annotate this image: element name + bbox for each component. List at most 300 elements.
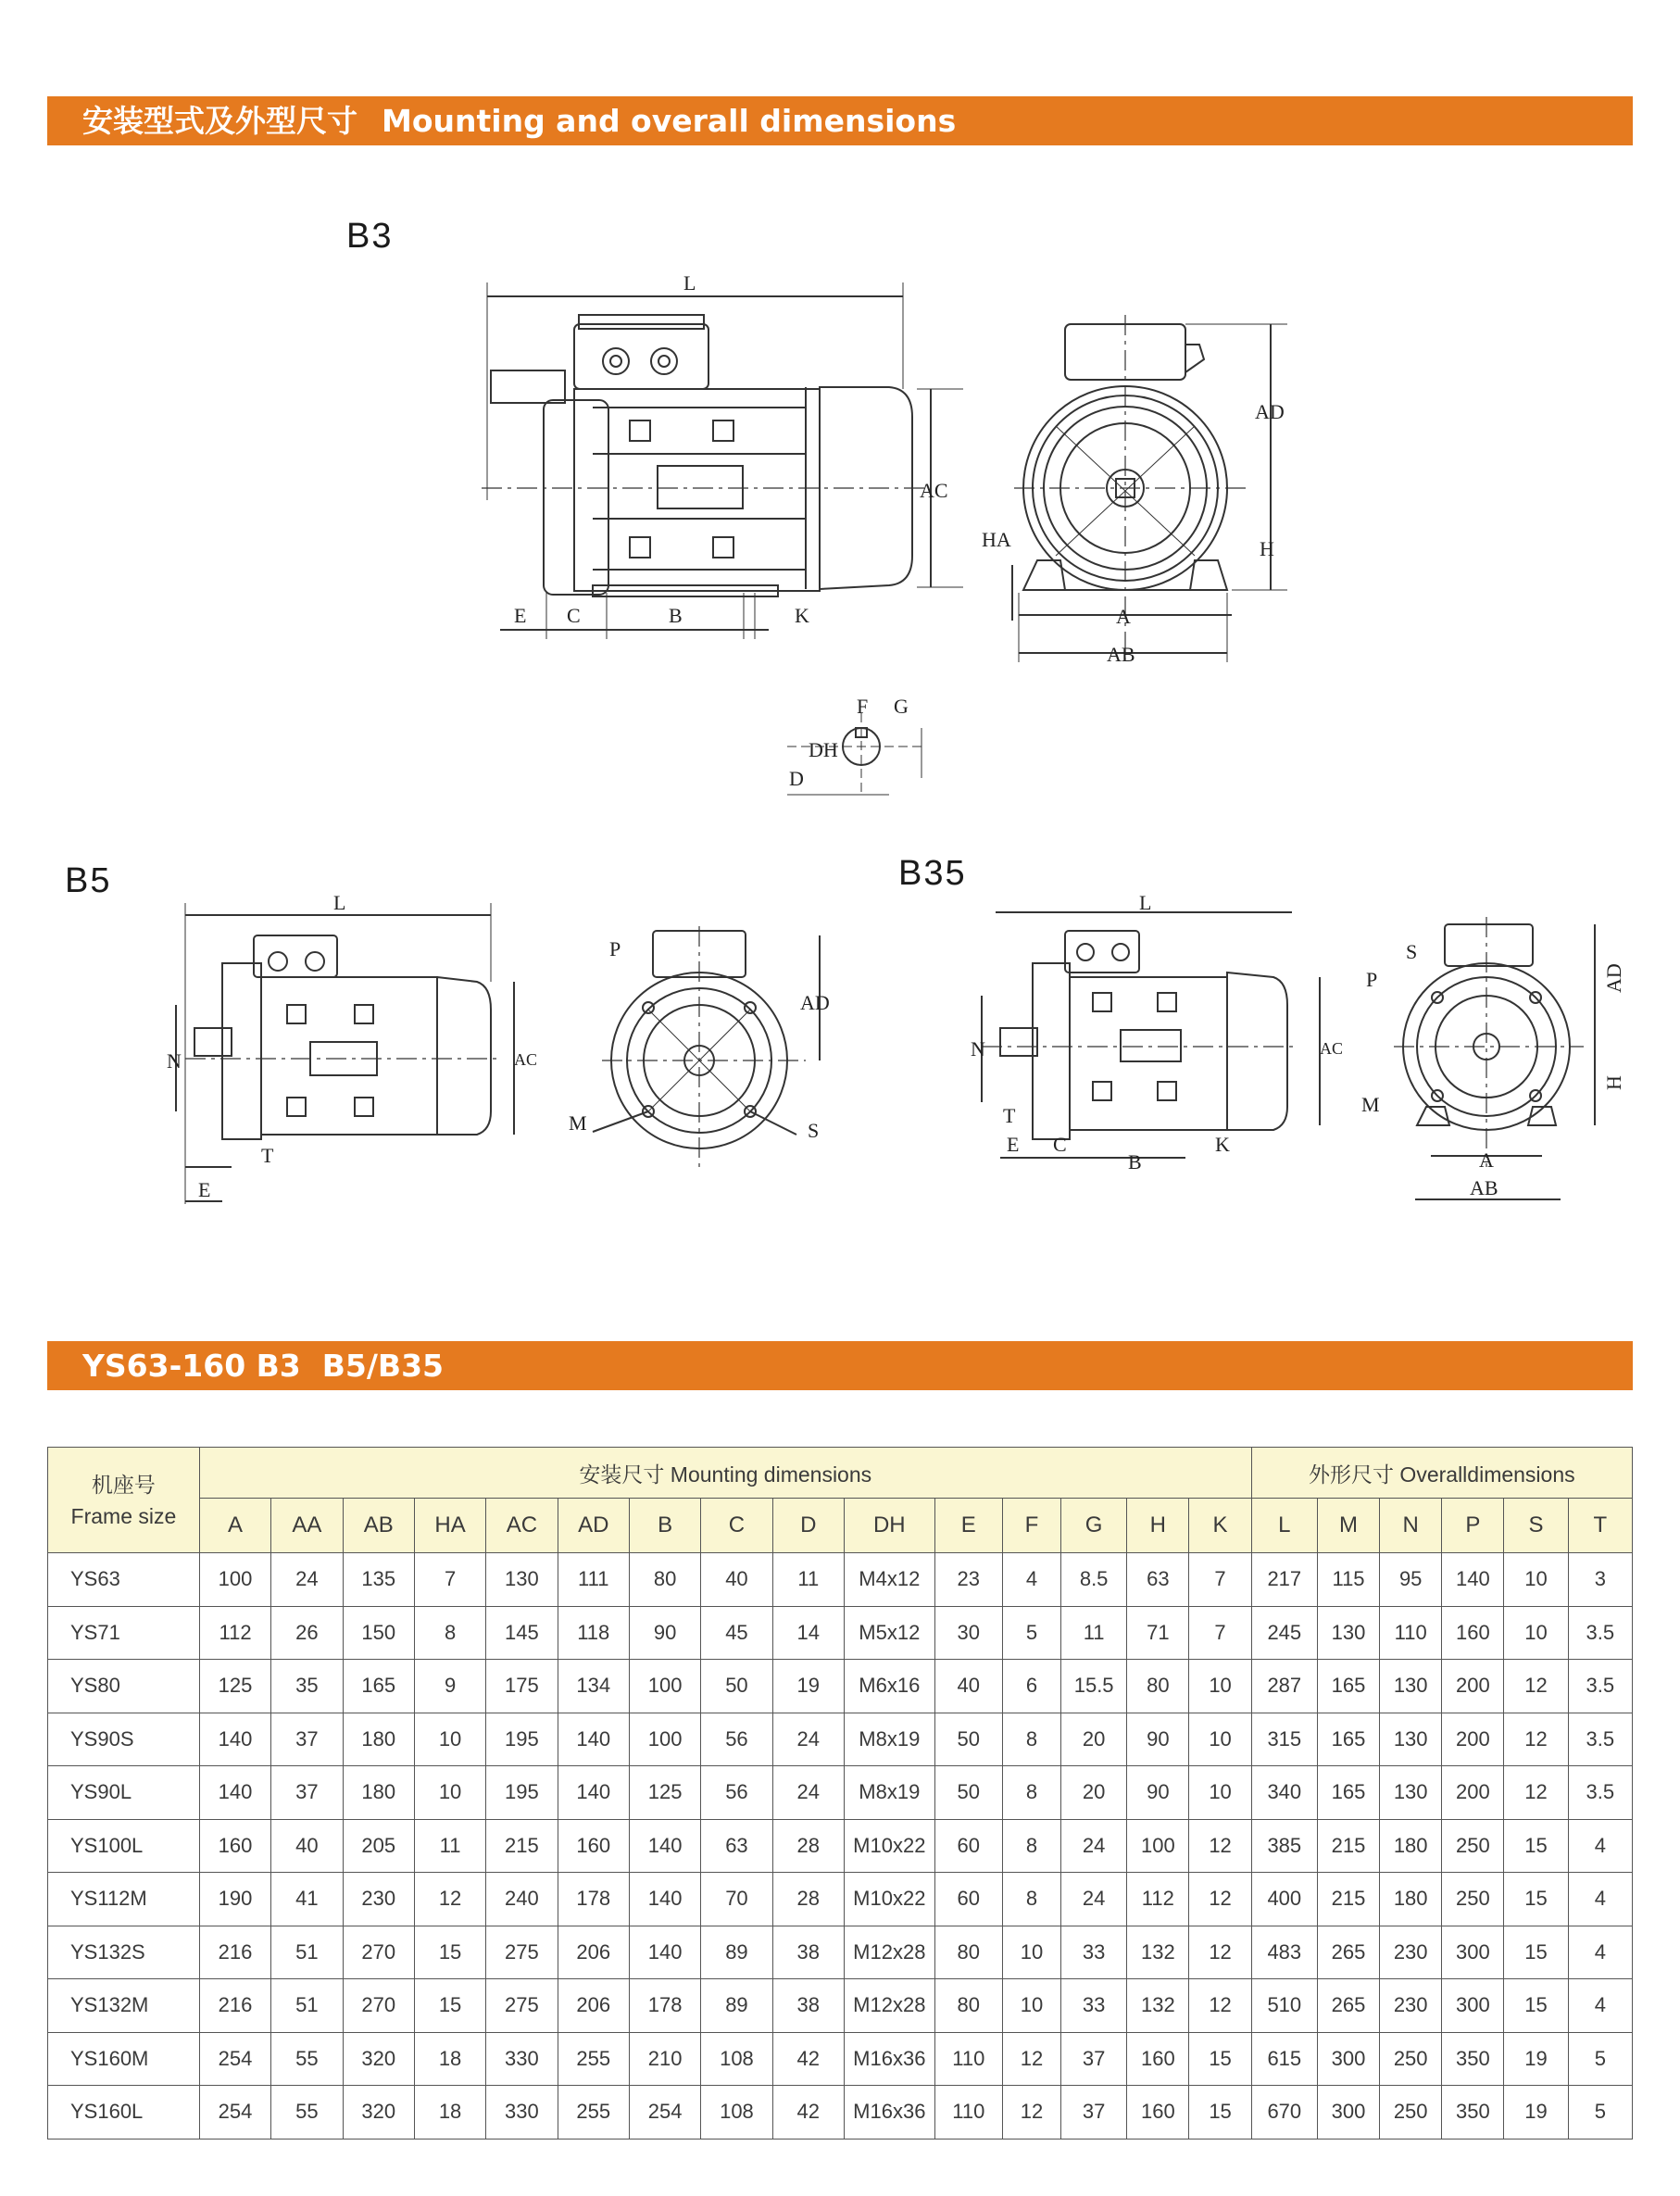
table-cell: M16x36: [844, 2086, 934, 2140]
column-header: S: [1504, 1499, 1568, 1553]
table-cell: 5: [1568, 2086, 1632, 2140]
table-cell: 206: [558, 1979, 629, 2033]
table-cell: 55: [271, 2032, 343, 2086]
table-cell: 18: [414, 2032, 485, 2086]
table-cell: 112: [1127, 1873, 1189, 1926]
dim-h: H: [1260, 537, 1274, 560]
table-cell: 12: [1189, 1873, 1251, 1926]
dim-c-b35: C: [1053, 1133, 1067, 1156]
table-cell: 55: [271, 2086, 343, 2140]
table-cell: 300: [1317, 2086, 1379, 2140]
table-row: [48, 2086, 1633, 2140]
table-cell: 37: [271, 1713, 343, 1766]
dim-p-b5: P: [609, 937, 621, 960]
dim-ac: AC: [920, 479, 948, 502]
table-cell: 195: [486, 1766, 558, 1820]
table-cell: M10x22: [844, 1819, 934, 1873]
dim-n-b5: N: [167, 1049, 182, 1073]
dim-m-b5: M: [569, 1111, 587, 1135]
section-banner-table: [47, 1341, 1633, 1390]
table-cell: 10: [1002, 1979, 1060, 2033]
label-b5: B5: [65, 861, 112, 900]
table-cell: 216: [199, 1926, 270, 1979]
table-cell: 160: [199, 1819, 270, 1873]
table-cell: 130: [1380, 1766, 1442, 1820]
frame-header-cn: 机座号: [91, 1472, 156, 1497]
dim-h-b35: H: [1602, 1075, 1625, 1090]
table-cell: 190: [199, 1873, 270, 1926]
table-cell: 30: [934, 1606, 1002, 1660]
table-cell: 24: [271, 1553, 343, 1607]
table-cell: 50: [934, 1713, 1002, 1766]
dim-ad-b5: AD: [800, 991, 830, 1014]
table-cell: M16x36: [844, 2032, 934, 2086]
table-cell: 23: [934, 1553, 1002, 1607]
banner-title-cn: 安装型式及外型尺寸: [82, 103, 357, 139]
b5-end-view: [593, 926, 820, 1167]
table-cell: 160: [1127, 2032, 1189, 2086]
table-cell: 180: [343, 1713, 414, 1766]
table-cell: 100: [629, 1660, 700, 1713]
table-cell: 14: [772, 1606, 844, 1660]
table-cell: 350: [1442, 2032, 1504, 2086]
table-cell: 37: [1061, 2032, 1127, 2086]
table-cell: 12: [1189, 1819, 1251, 1873]
table-cell: 216: [199, 1979, 270, 2033]
frame-size-cell: YS90L: [48, 1766, 200, 1820]
table-cell: 108: [701, 2032, 772, 2086]
table-cell: 320: [343, 2086, 414, 2140]
table-cell: 10: [1189, 1766, 1251, 1820]
table-cell: 132: [1127, 1979, 1189, 2033]
column-header: E: [934, 1499, 1002, 1553]
b35-side-view: [982, 912, 1320, 1158]
table-cell: 7: [1189, 1553, 1251, 1607]
column-header: AC: [486, 1499, 558, 1553]
table-cell: 90: [629, 1606, 700, 1660]
table-cell: 37: [1061, 2086, 1127, 2140]
table-cell: 20: [1061, 1766, 1127, 1820]
table-cell: 80: [1127, 1660, 1189, 1713]
table-cell: 10: [1189, 1660, 1251, 1713]
table-cell: 510: [1251, 1979, 1317, 2033]
table-cell: 320: [343, 2032, 414, 2086]
dim-ha: HA: [982, 528, 1011, 551]
table-cell: 125: [199, 1660, 270, 1713]
table-cell: 50: [701, 1660, 772, 1713]
table-cell: 125: [629, 1766, 700, 1820]
table-cell: 15: [414, 1926, 485, 1979]
table-cell: 245: [1251, 1606, 1317, 1660]
table-cell: 215: [1317, 1873, 1379, 1926]
table-cell: 118: [558, 1606, 629, 1660]
table-cell: 42: [772, 2032, 844, 2086]
table-cell: 10: [1504, 1606, 1568, 1660]
frame-size-cell: YS112M: [48, 1873, 200, 1926]
table-row: [48, 1766, 1633, 1820]
table-cell: M12x28: [844, 1979, 934, 2033]
column-header: AB: [343, 1499, 414, 1553]
b3-side-view: [482, 282, 963, 639]
table-cell: 11: [1061, 1606, 1127, 1660]
table-cell: 10: [1504, 1553, 1568, 1607]
table-cell: 140: [629, 1873, 700, 1926]
table-cell: 15: [1189, 2032, 1251, 2086]
table-cell: 217: [1251, 1553, 1317, 1607]
table-row: [48, 1819, 1633, 1873]
table-row: [48, 1979, 1633, 2033]
table-cell: 7: [1189, 1606, 1251, 1660]
dim-l-b35: L: [1139, 891, 1152, 914]
table-cell: 254: [199, 2032, 270, 2086]
table-cell: 37: [271, 1766, 343, 1820]
table-cell: 300: [1442, 1926, 1504, 1979]
dim-l: L: [683, 271, 696, 295]
table-cell: 70: [701, 1873, 772, 1926]
table-cell: 40: [271, 1819, 343, 1873]
table-cell: 195: [486, 1713, 558, 1766]
table-cell: 15: [1504, 1926, 1568, 1979]
table-cell: 56: [701, 1713, 772, 1766]
table-row: [48, 1926, 1633, 1979]
table-cell: 3.5: [1568, 1660, 1632, 1713]
table-cell: 89: [701, 1926, 772, 1979]
table-cell: 165: [343, 1660, 414, 1713]
table-cell: 51: [271, 1926, 343, 1979]
table-cell: 12: [414, 1873, 485, 1926]
frame-size-cell: YS160L: [48, 2086, 200, 2140]
table-cell: 90: [1127, 1766, 1189, 1820]
table-cell: 615: [1251, 2032, 1317, 2086]
table-cell: 110: [934, 2086, 1002, 2140]
table-cell: 24: [1061, 1873, 1127, 1926]
table-cell: 250: [1380, 2086, 1442, 2140]
frame-header-en: Frame size: [70, 1503, 177, 1528]
table-cell: 19: [1504, 2032, 1568, 2086]
table-cell: 4: [1568, 1979, 1632, 2033]
table-cell: 24: [772, 1713, 844, 1766]
table-cell: 270: [343, 1926, 414, 1979]
table-cell: 7: [414, 1553, 485, 1607]
table-cell: 8: [1002, 1873, 1060, 1926]
table-cell: 240: [486, 1873, 558, 1926]
table-cell: 24: [1061, 1819, 1127, 1873]
table-cell: M5x12: [844, 1606, 934, 1660]
table-cell: 3: [1568, 1553, 1632, 1607]
dim-s-b35: S: [1406, 940, 1418, 963]
table-cell: 8: [1002, 1819, 1060, 1873]
table-cell: 315: [1251, 1713, 1317, 1766]
table-cell: 230: [343, 1873, 414, 1926]
table-cell: 178: [629, 1979, 700, 2033]
dim-dh: DH: [809, 738, 838, 761]
table-cell: 5: [1002, 1606, 1060, 1660]
table-row: [48, 1873, 1633, 1926]
label-b3: B3: [346, 217, 394, 256]
table-cell: 80: [934, 1979, 1002, 2033]
table-cell: 63: [701, 1819, 772, 1873]
column-header: N: [1380, 1499, 1442, 1553]
table-cell: 15: [1189, 2086, 1251, 2140]
table-cell: 180: [1380, 1819, 1442, 1873]
table-cell: 4: [1568, 1819, 1632, 1873]
table-cell: 265: [1317, 1926, 1379, 1979]
table-cell: 100: [1127, 1819, 1189, 1873]
table-cell: 10: [1189, 1713, 1251, 1766]
table-cell: 200: [1442, 1713, 1504, 1766]
table-cell: 300: [1317, 2032, 1379, 2086]
frame-size-cell: YS90S: [48, 1713, 200, 1766]
column-header: A: [199, 1499, 270, 1553]
table-cell: 60: [934, 1819, 1002, 1873]
table-cell: 40: [934, 1660, 1002, 1713]
table-row: [48, 1660, 1633, 1713]
table-cell: 130: [486, 1553, 558, 1607]
table-cell: 95: [1380, 1553, 1442, 1607]
table-cell: 33: [1061, 1979, 1127, 2033]
table-cell: 132: [1127, 1926, 1189, 1979]
table-cell: 230: [1380, 1979, 1442, 2033]
overall-dimensions-header: 外形尺寸 Overalldimensions: [1251, 1448, 1632, 1499]
table-cell: 165: [1317, 1713, 1379, 1766]
table-cell: 12: [1189, 1979, 1251, 2033]
table-cell: 275: [486, 1926, 558, 1979]
dim-ac-b35: AC: [1320, 1039, 1344, 1058]
table-cell: 12: [1189, 1926, 1251, 1979]
table-cell: 140: [1442, 1553, 1504, 1607]
table-cell: 175: [486, 1660, 558, 1713]
table-row: [48, 1713, 1633, 1766]
table-cell: 254: [199, 2086, 270, 2140]
mounting-dimensions-header: 安装尺寸 Mounting dimensions: [199, 1448, 1251, 1499]
table-cell: 11: [772, 1553, 844, 1607]
table-cell: 28: [772, 1873, 844, 1926]
column-header: F: [1002, 1499, 1060, 1553]
dim-t-b35: T: [1003, 1104, 1016, 1127]
dim-a-b35: A: [1479, 1148, 1494, 1172]
table-cell: 160: [1442, 1606, 1504, 1660]
table-cell: 12: [1504, 1766, 1568, 1820]
table-cell: 140: [558, 1713, 629, 1766]
column-header: AA: [271, 1499, 343, 1553]
table-cell: 38: [772, 1979, 844, 2033]
dim-m-b35: M: [1361, 1093, 1380, 1116]
table-row: [48, 1606, 1633, 1660]
table-cell: 130: [1317, 1606, 1379, 1660]
table-cell: 8: [1002, 1766, 1060, 1820]
frame-size-cell: YS132M: [48, 1979, 200, 2033]
column-header: C: [701, 1499, 772, 1553]
table-cell: 250: [1380, 2032, 1442, 2086]
table-cell: 205: [343, 1819, 414, 1873]
dim-k: K: [795, 604, 809, 627]
table-cell: 140: [199, 1766, 270, 1820]
table-cell: 50: [934, 1766, 1002, 1820]
dim-ab: AB: [1107, 643, 1135, 666]
dim-e-b5: E: [198, 1178, 211, 1201]
table-cell: 140: [199, 1713, 270, 1766]
frame-size-cell: YS100L: [48, 1819, 200, 1873]
table-cell: 3.5: [1568, 1766, 1632, 1820]
table-cell: 4: [1568, 1926, 1632, 1979]
dim-t-b5: T: [261, 1144, 274, 1167]
table-cell: 12: [1002, 2086, 1060, 2140]
column-header: HA: [414, 1499, 485, 1553]
table-cell: 80: [629, 1553, 700, 1607]
dim-d: D: [789, 767, 804, 790]
column-header: G: [1061, 1499, 1127, 1553]
table-cell: 8.5: [1061, 1553, 1127, 1607]
table-cell: 385: [1251, 1819, 1317, 1873]
table-cell: 180: [1380, 1873, 1442, 1926]
table-cell: 134: [558, 1660, 629, 1713]
table-cell: 330: [486, 2032, 558, 2086]
table-cell: 10: [414, 1766, 485, 1820]
column-header: M: [1317, 1499, 1379, 1553]
dim-e-b35: E: [1007, 1133, 1020, 1156]
dim-ad-b35: AD: [1602, 963, 1625, 993]
table-cell: 6: [1002, 1660, 1060, 1713]
dim-l-b5: L: [333, 891, 346, 914]
table-cell: 19: [1504, 2086, 1568, 2140]
column-header: L: [1251, 1499, 1317, 1553]
table-cell: 180: [343, 1766, 414, 1820]
table-cell: M12x28: [844, 1926, 934, 1979]
table-cell: 165: [1317, 1766, 1379, 1820]
dim-k-b35: K: [1215, 1133, 1230, 1156]
table-cell: 41: [271, 1873, 343, 1926]
dimension-table-wrap: [47, 1447, 1633, 2140]
table-cell: 270: [343, 1979, 414, 2033]
table-cell: 15.5: [1061, 1660, 1127, 1713]
table-cell: 165: [1317, 1660, 1379, 1713]
table-cell: 178: [558, 1873, 629, 1926]
table-cell: 26: [271, 1606, 343, 1660]
b3-end-view: [1012, 315, 1287, 667]
table-cell: 135: [343, 1553, 414, 1607]
frame-size-cell: YS63: [48, 1553, 200, 1607]
b5-side-view: [176, 903, 514, 1204]
table-cell: 12: [1504, 1660, 1568, 1713]
table-cell: 11: [414, 1819, 485, 1873]
dim-ac-b5: AC: [514, 1050, 538, 1069]
table-cell: 350: [1442, 2086, 1504, 2140]
b35-end-view: [1394, 917, 1595, 1199]
label-b35: B35: [898, 854, 967, 893]
table-cell: 51: [271, 1979, 343, 2033]
table-cell: M6x16: [844, 1660, 934, 1713]
table-cell: 340: [1251, 1766, 1317, 1820]
table-cell: 215: [1317, 1819, 1379, 1873]
table-cell: 15: [1504, 1873, 1568, 1926]
column-header: T: [1568, 1499, 1632, 1553]
banner-table-title: YS63-160 B3 B5/B35: [82, 1348, 444, 1384]
table-cell: 90: [1127, 1713, 1189, 1766]
table-cell: 130: [1380, 1660, 1442, 1713]
table-cell: 4: [1002, 1553, 1060, 1607]
table-cell: 250: [1442, 1873, 1504, 1926]
table-cell: 3.5: [1568, 1606, 1632, 1660]
table-cell: 230: [1380, 1926, 1442, 1979]
table-cell: 80: [934, 1926, 1002, 1979]
table-cell: 100: [199, 1553, 270, 1607]
table-cell: 63: [1127, 1553, 1189, 1607]
table-cell: 275: [486, 1979, 558, 2033]
table-cell: 18: [414, 2086, 485, 2140]
dim-s-b5: S: [808, 1119, 820, 1142]
table-cell: 255: [558, 2086, 629, 2140]
frame-size-cell: YS160M: [48, 2032, 200, 2086]
table-cell: 24: [772, 1766, 844, 1820]
table-cell: 250: [1442, 1819, 1504, 1873]
table-cell: 35: [271, 1660, 343, 1713]
table-cell: 115: [1317, 1553, 1379, 1607]
table-cell: M4x12: [844, 1553, 934, 1607]
dim-b: B: [669, 604, 683, 627]
table-cell: 255: [558, 2032, 629, 2086]
dim-e: E: [514, 604, 527, 627]
table-cell: 140: [558, 1766, 629, 1820]
table-cell: 108: [701, 2086, 772, 2140]
dim-c: C: [567, 604, 581, 627]
table-cell: 56: [701, 1766, 772, 1820]
table-cell: 15: [1504, 1979, 1568, 2033]
table-cell: 215: [486, 1819, 558, 1873]
column-header: H: [1127, 1499, 1189, 1553]
dim-f: F: [857, 695, 869, 718]
dim-a: A: [1116, 605, 1131, 628]
table-cell: 71: [1127, 1606, 1189, 1660]
table-cell: 10: [414, 1713, 485, 1766]
table-cell: 300: [1442, 1979, 1504, 2033]
frame-size-cell: YS71: [48, 1606, 200, 1660]
table-cell: 160: [1127, 2086, 1189, 2140]
table-cell: 38: [772, 1926, 844, 1979]
table-cell: 160: [558, 1819, 629, 1873]
table-cell: 400: [1251, 1873, 1317, 1926]
table-cell: 15: [1504, 1819, 1568, 1873]
table-cell: 100: [629, 1713, 700, 1766]
table-cell: 45: [701, 1606, 772, 1660]
table-cell: 33: [1061, 1926, 1127, 1979]
table-cell: M10x22: [844, 1873, 934, 1926]
table-cell: 5: [1568, 2032, 1632, 2086]
table-cell: 254: [629, 2086, 700, 2140]
table-cell: 330: [486, 2086, 558, 2140]
dim-ad: AD: [1255, 400, 1285, 423]
table-cell: 3.5: [1568, 1713, 1632, 1766]
dim-p-b35: P: [1366, 968, 1378, 991]
table-cell: 145: [486, 1606, 558, 1660]
table-cell: 150: [343, 1606, 414, 1660]
table-cell: 12: [1002, 2032, 1060, 2086]
column-header: AD: [558, 1499, 629, 1553]
table-cell: 110: [1380, 1606, 1442, 1660]
dim-g: G: [894, 695, 909, 718]
table-cell: 265: [1317, 1979, 1379, 2033]
table-cell: 28: [772, 1819, 844, 1873]
table-cell: 110: [934, 2032, 1002, 2086]
table-cell: 8: [414, 1606, 485, 1660]
dimension-table: [47, 1447, 1633, 2140]
table-cell: 140: [629, 1819, 700, 1873]
table-cell: 210: [629, 2032, 700, 2086]
table-cell: 15: [414, 1979, 485, 2033]
table-cell: 140: [629, 1926, 700, 1979]
table-cell: 483: [1251, 1926, 1317, 1979]
table-cell: M8x19: [844, 1766, 934, 1820]
table-cell: 206: [558, 1926, 629, 1979]
